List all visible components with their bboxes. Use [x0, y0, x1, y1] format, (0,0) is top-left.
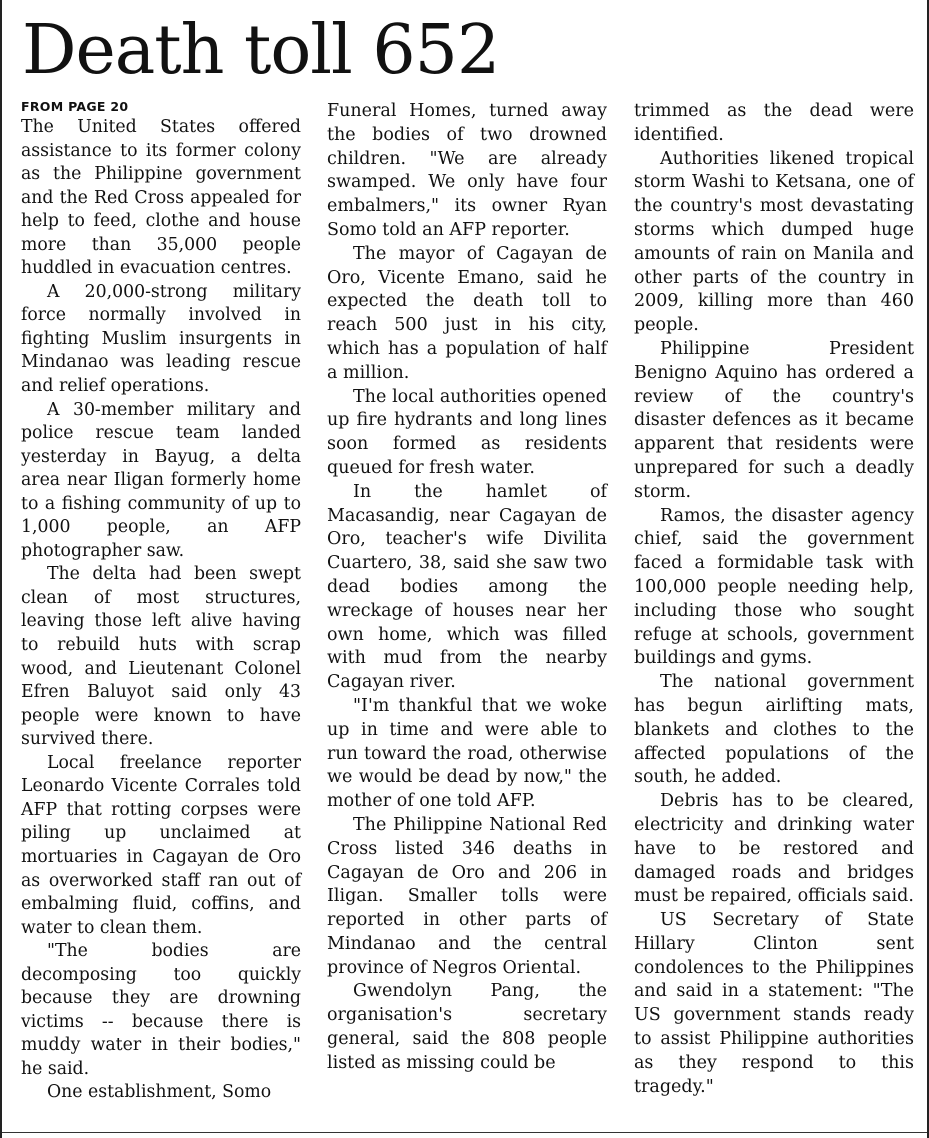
paragraph: Authorities likened tropical storm Washi to Ketsana, one of the country's most devastating storms which dumped huge amounts of rain on Manila and other parts of the country in 2009, killing more than 460 people. [634, 148, 914, 336]
paragraph: The United States offered assistance to its former colony as the Philippine government and the Red Cross appealed for help to feed, clothe and house more than 35,000 people huddled in evacuation centres. [21, 117, 301, 279]
column-2 [327, 100, 607, 1076]
column-3 [634, 100, 914, 1099]
paragraph: Ramos, the disaster agency chief, said the government faced a formidable task with 100,000 people needing help, including those who sought refuge at schools, government buildings and gyms. [634, 505, 914, 669]
bottom-rule [2, 1132, 927, 1133]
paragraph: Local freelance reporter Leonardo Vicente Corrales told AFP that rotting corpses were piling up unclaimed at mortuaries in Cagayan de Oro as overworked staff ran out of embalming fluid, coffins, and water to clean them. [21, 752, 301, 938]
paragraph: Philippine President Benigno Aquino has ordered a review of the country's disaster defences as it became apparent that residents were unprepared for such a deadly storm. [634, 338, 914, 502]
paragraph: One establishment, Somo [47, 1082, 272, 1103]
paragraph: The mayor of Cagayan de Oro, Vicente Emano, said he expected the death toll to reach 500 just in his city, which has a population of half a million. [327, 243, 607, 383]
paragraph: "The bodies are decomposing too quickly because they are drowning victims -- because there is muddy water in their bodies," he said. [21, 941, 301, 1079]
paragraph: The delta had been swept clean of most structures, leaving those left alive having to rebuild huts with scrap wood, and Lieutenant Colonel Efren Baluyot said only 43 people were known to have survived there. [21, 564, 301, 750]
paragraph: The national government has begun airlifting mats, blankets and clothes to the affected populations of the south, he added. [634, 672, 914, 788]
paragraph: "I'm thankful that we woke up in time and were able to run toward the road, otherwise we would be dead by now," the mother of one told AFP. [327, 695, 607, 812]
paragraph: A 30-member military and police rescue team landed yesterday in Bayug, a delta area near Iligan formerly home to a fishing community of up to 1,000 people, an AFP photographer saw. [21, 399, 301, 561]
paragraph: The Philippine National Red Cross listed 346 deaths in Cagayan de Oro and 206 in Iligan. Smaller tolls were reported in other parts of Mindanao and the central province of Negros Oriental. [327, 814, 607, 978]
paragraph: Funeral Homes, turned away the bodies of two drowned children. "We are already swamped. We only have four embalmers," its owner Ryan Somo told an AFP reporter. [327, 101, 607, 240]
paragraph: US Secretary of State Hillary Clinton sent condolences to the Philippines and said in a statement: "The US government stands ready to assist Philippine authorities as they respond to this tragedy." [634, 910, 914, 1097]
paragraph: Gwendolyn Pang, the organisation's secretary general, said the 808 people listed as missing could be [327, 981, 607, 1073]
paragraph: In the hamlet of Macasandig, near Cagayan de Oro, teacher's wife Divilita Cuartero, 38, said she saw two dead bodies among the wreckage of houses near her own home, which was filled with mud from the nearby Cagayan river. [327, 481, 607, 693]
paragraph: The local authorities opened up fire hydrants and long lines soon formed as residents queued for fresh water. [327, 386, 607, 478]
column-1 [21, 100, 301, 1105]
paragraph: A 20,000-strong military force normally involved in fighting Muslim insurgents in Mindanao was leading rescue and relief operations. [21, 281, 301, 397]
headline: Death toll 652 [22, 11, 500, 90]
jump-label: FROM PAGE 20 [21, 99, 129, 114]
paragraph: Debris has to be cleared, electricity and drinking water have to be restored and damaged roads and bridges must be repaired, officials said. [634, 791, 914, 907]
paragraph: trimmed as the dead were identified. [634, 101, 914, 145]
